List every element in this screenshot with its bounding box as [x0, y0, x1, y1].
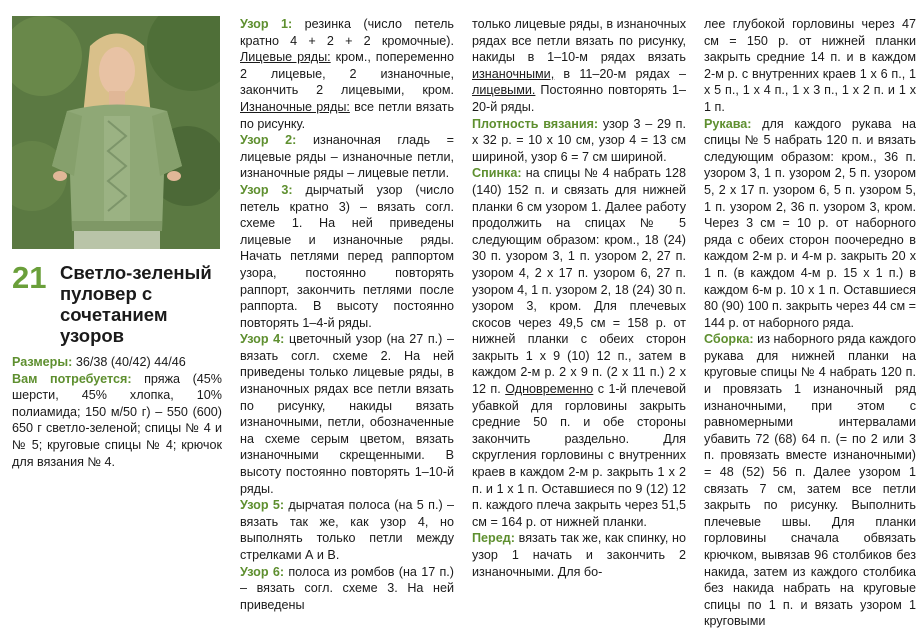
- sizes-label: Размеры:: [12, 355, 73, 369]
- back-paragraph: [472, 165, 686, 530]
- materials-paragraph: [12, 371, 222, 471]
- pattern-6-cont-e: Постоянно повторять 1–20-й ряды.: [472, 83, 686, 114]
- sweater-model-illustration: [12, 16, 220, 249]
- pattern-3-text: дырчатый узор (число петель кратно 3) – вязать согл. схеме 1. На ней приведены лицевые и изнаночные ряды. Начать петлями перед раппортом узора, постоянно повторять раппорт, закончить петлями после раппорта. В высоту постоянно повторять 1–4-й ряды.: [240, 182, 454, 330]
- front-label: Перед:: [472, 531, 515, 546]
- pattern-6-knit-word: лицевыми.: [472, 83, 536, 98]
- column-sleeves-assembly: [704, 16, 916, 630]
- sizes-paragraph: [12, 354, 222, 371]
- sizes-text: 36/38 (40/42) 44/46: [75, 355, 186, 369]
- pattern-5-label: Узор 5:: [240, 498, 285, 513]
- pattern-4-label: Узор 4:: [240, 332, 285, 347]
- pattern-3-label: Узор 3:: [240, 182, 293, 197]
- pattern-4-paragraph: [240, 331, 454, 497]
- pattern-2-paragraph: [240, 132, 454, 182]
- sleeves-paragraph: [704, 116, 916, 332]
- pattern-number: 21: [12, 260, 47, 295]
- front-continued: лее глубокой горловины через 47 см = 150 р. от нижней планки закрыть средние 14 п. и в каждом 2-м р. с внутренних краев 1 x 6 п., 1 x 5 п., 1 x 4 п., 1 x 3 п., 1 x 2 п. и 1 x 1 п.: [704, 17, 916, 114]
- column-patterns: [240, 16, 454, 613]
- assembly-paragraph: [704, 331, 916, 630]
- pattern-1-text-c: кром., попеременно 2 лицевые, 2 изнаночные, закончить 2 лицевыми, кром.: [240, 50, 455, 98]
- pattern-1-right-rows: Лицевые ряды:: [240, 50, 331, 65]
- materials-label: Вам потребуется:: [12, 371, 132, 386]
- materials-text: пряжа (45% шерсти, 45% хлопка, 10% полиамида; 150 м/50 г) – 550 (600) 650 г светло-зеленой; спицы № 4 и № 5; круговые спицы № 4; крючок для вязания № 4.: [12, 371, 222, 469]
- pattern-3-paragraph: [240, 182, 454, 331]
- pattern-6-text: полоса из ромбов (на 17 п.) – вязать согл. схеме 3. На ней приведены: [240, 564, 454, 612]
- pattern-1-paragraph: [240, 16, 454, 132]
- back-text-c: с 1-й плечевой убавкой для горловины закрыть средние 50 п. и обе стороны закончить раздельно. Для скругления горловины с внутренних краев в каждом 2-м р. закрыть 1 x 2 п. и 1 x 1 п. Оставшиеся по 9 (12) 12 п. каждого плеча закрыть через 51,5 см = 164 р. от нижней планки.: [472, 382, 687, 529]
- article-title: Светло-зеленый пуловер с сочетанием узоров: [60, 262, 212, 346]
- model-photo: [12, 16, 220, 249]
- pattern-4-text: цветочный узор (на 27 п.) – вязать согл. схеме 2. На ней приведены только лицевые ряды, в изнаночных рядах все петли вязать по рисунку, накиды вязать изнаночными, петли, обозначенные на схеме серым цветом, вязать изнаночными скрещенными. В высоту постоянно повторять 1–10-й ряды.: [240, 332, 454, 496]
- pattern-6-continued: [472, 16, 686, 116]
- density-label: Плотность вязания:: [472, 116, 599, 131]
- column-materials: [12, 354, 222, 470]
- pattern-6-cont-c: в 11–20-м рядах –: [563, 66, 686, 81]
- column-back: [472, 16, 686, 580]
- pattern-1-wrong-rows: Изнаночные ряды:: [240, 99, 350, 114]
- pattern-5-text: дырчатая полоса (на 5 п.) – вязать так же, как узор 4, но выполнять только петли между стрелками А и В.: [240, 498, 454, 562]
- pattern-1-text-a: резинка (число петель кратно 4 + 2 + 2 кромочные).: [240, 17, 454, 48]
- back-simultaneously: Одновременно: [505, 382, 594, 397]
- assembly-label: Сборка:: [704, 332, 754, 347]
- pattern-6-purl-word: изнаночными,: [472, 66, 555, 81]
- pattern-6-label: Узор 6:: [240, 564, 285, 579]
- pattern-6-cont-a: только лицевые ряды, в изнаночных рядах все петли вязать по рисунку, накиды в 1–10-м рядах вязать: [472, 17, 686, 65]
- back-label: Спинка:: [472, 166, 522, 181]
- pattern-2-text: изнаночная гладь = лицевые ряды – изнаночные петли, изнаночные ряды – лицевые петли.: [240, 133, 454, 181]
- density-text: узор 3 – 29 п. x 32 р. = 10 x 10 см, узор 4 = 13 см шириной, узор 6 = 7 см шириной.: [472, 116, 686, 164]
- front-paragraph: [472, 530, 686, 580]
- pattern-6-paragraph: [240, 564, 454, 614]
- pattern-1-label: Узор 1:: [240, 17, 293, 31]
- pattern-2-label: Узор 2:: [240, 133, 297, 148]
- density-paragraph: [472, 116, 686, 166]
- front-text: вязать так же, как спинку, но узор 1 начать и закончить 2 изнаночными. Для бо-: [472, 531, 686, 579]
- sleeves-label: Рукава:: [704, 116, 752, 131]
- sleeves-text: для каждого рукава на спицы № 5 набрать 120 п. и вязать следующим образом: кром., 36 п. узором 3, 1 п. узором 2, 5 п. узором 5, 2 x 17 п. узором 6, 5 п. узором 5, 1 п. узором 2, 36 п. узором 3, кром. Через 3 см = 10 р. от наборного ряда с обеих сторон поочередно в каждом 2-м р. и 4-м р. закрыть 20 x 1 п. (в каждом 4-м р. 15 x 1 п.) в каждом 6-м р. 10 x 1 п. Оставшиеся 80 (90) 100 п. закрыть через 44 см = 144 р. от наборного ряда.: [704, 116, 916, 330]
- assembly-text: из наборного ряда каждого рукава для нижней планки на круговые спицы № 4 набрать 120 п. и провязать 1 изнаночный ряд изнаночными, при этом с равномерными интервалами убавить 72 (68) 64 п. (= по 2 или 3 п. провязать вместе изнаночными) = 48 (52) 56 п. Далее узором 1 связать 7 см, затем все петли закрыть по рисунку. Выполнить плечевые швы. Для планки горловины сначала обвязать крючком, вывязав 96 столбиков без накида, затем из каждого столбика без накида набрать на круговые спицы по 1 п. и вязать узором 1 круговыми: [704, 332, 916, 629]
- pattern-5-paragraph: [240, 497, 454, 563]
- back-text-a: на спицы № 4 набрать 128 (140) 152 п. и связать для нижней планки 6 см узором 1. Далее работу продолжить на спицах № 5 следующим образом: кром., 18 (24) 30 п. узором 3, 1 п. узором 2, 27 п. узором 4, 2 x 17 п. узором 6, 27 п. узором 4, 1 п. узором 2, 18 (24) 30 п. узором 3, кром. Для плечевых скосов через 49,5 см = 158 р. от нижней планки с обеих сторон закрыть 1 x 9 (10) 12 п., затем в каждом 2-м р. 2 x 9 п. (2 x 11 п.) 2 x 12 п.: [472, 166, 686, 397]
- pattern-1-text-e: все петли вязать по рисунку.: [240, 99, 455, 131]
